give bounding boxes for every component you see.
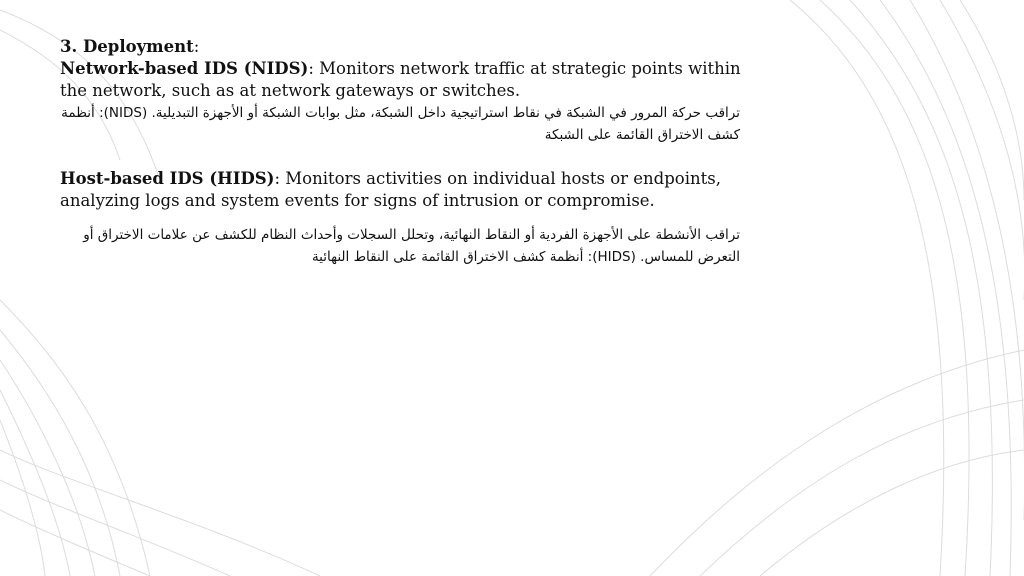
nids-term: Network-based IDS (NIDS) xyxy=(60,59,309,78)
nids-description: : Monitors network traffic at strategic points within the network, such as at network gateways or switches. xyxy=(60,59,741,100)
hids-term: Host-based IDS (HIDS) xyxy=(60,169,275,188)
section-heading-text: 3. Deployment xyxy=(60,37,194,56)
section-heading-colon: : xyxy=(193,37,200,56)
section-heading xyxy=(60,36,760,58)
hids-paragraph-en xyxy=(60,168,760,212)
hids-paragraph-ar: تراقب الأنشطة على الأجهزة الفردية أو النقاط النهائية، وتحلل السجلات وأحداث النظام للكشف عن علامات الاختراق أو التعرض للمساس. (HIDS): أنظمة كشف الاختراق القائمة على النقاط النهائية xyxy=(83,227,740,265)
nids-paragraph-ar: تراقب حركة المرور في الشبكة في نقاط استراتيجية داخل الشبكة، مثل بوابات الشبكة أو الأجهزة التبديلية. (NIDS): أنظمة كشف الاختراق القائمة على الشبكة xyxy=(61,105,740,143)
nids-paragraph-en xyxy=(60,58,760,102)
hids-description: : Monitors activities on individual hosts or endpoints, analyzing logs and system events for signs of intrusion or compromise. xyxy=(60,169,721,210)
slide-content xyxy=(60,36,760,268)
